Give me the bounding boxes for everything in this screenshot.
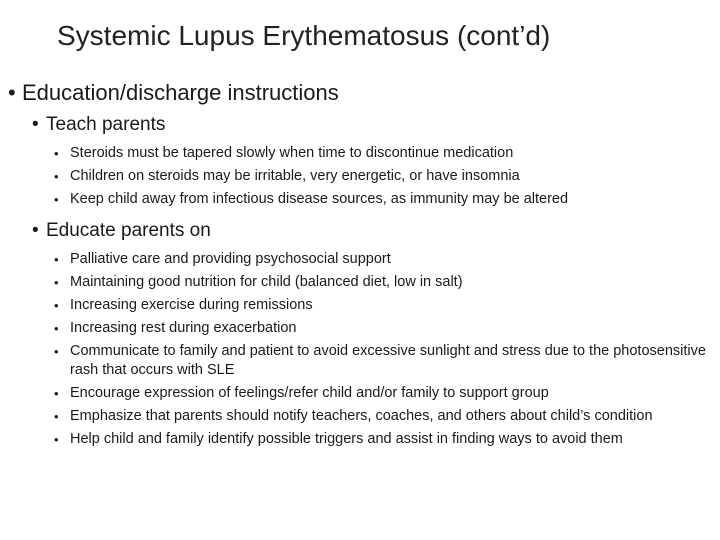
list-item	[52, 342, 718, 381]
list-item	[52, 407, 718, 427]
list-item	[52, 167, 718, 187]
list-item-text: Children on steroids may be irritable, very energetic, or have insomnia	[70, 168, 520, 184]
list-item	[52, 384, 718, 404]
section-heading-text: Teach parents	[46, 114, 166, 135]
list-item-text: Increasing rest during exacerbation	[70, 319, 297, 336]
list-item-text: Increasing exercise during remissions	[70, 296, 313, 313]
bullet-icon: •	[54, 251, 59, 267]
list-item-text: Encourage expression of feelings/refer child and/or family to support group	[70, 385, 549, 401]
bullet-icon: •	[54, 320, 59, 336]
section-heading-text: Educate parents on	[46, 219, 211, 241]
bullet-icon: •	[54, 343, 59, 359]
list-item	[52, 319, 718, 339]
slide-body	[8, 76, 718, 456]
list-item-text: Help child and family identify possible triggers and assist in finding ways to avoid them	[70, 431, 623, 447]
bullet-icon: •	[32, 114, 39, 135]
list-item-text: Emphasize that parents should notify teachers, coaches, and others about child’s condition	[70, 408, 653, 424]
bullet-icon: •	[54, 409, 59, 424]
main-bullet-text: Education/discharge instructions	[22, 80, 339, 105]
list-item	[52, 190, 718, 210]
bullet-icon: •	[54, 146, 59, 161]
list-item-text: Keep child away from infectious disease sources, as immunity may be altered	[70, 191, 569, 207]
list-item	[52, 296, 718, 316]
bullet-icon: •	[54, 169, 59, 184]
bullet-icon: •	[54, 192, 59, 207]
bullet-icon: •	[32, 219, 39, 241]
list-item	[52, 273, 718, 293]
list-item-text: Maintaining good nutrition for child (balanced diet, low in salt)	[70, 273, 463, 290]
bullet-icon: •	[54, 386, 59, 401]
bullet-icon: •	[54, 297, 59, 313]
list-item	[52, 144, 718, 164]
list-item	[52, 250, 718, 270]
list-item-text: Steroids must be tapered slowly when time to discontinue medication	[70, 145, 514, 161]
list-item-text: Palliative care and providing psychosocial support	[70, 250, 391, 267]
section-heading-teach-parents	[32, 110, 718, 140]
section-heading-educate-parents	[32, 216, 718, 246]
main-bullet	[8, 76, 718, 110]
list-item-text: Communicate to family and patient to avoid excessive sunlight and stress due to the photosensitive rash that occurs with SLE	[70, 342, 706, 378]
bullet-icon: •	[8, 80, 16, 105]
bullet-icon: •	[54, 432, 59, 447]
slide-title: Systemic Lupus Erythematosus (cont’d)	[57, 20, 551, 51]
list-item	[52, 430, 718, 450]
bullet-icon: •	[54, 274, 59, 290]
